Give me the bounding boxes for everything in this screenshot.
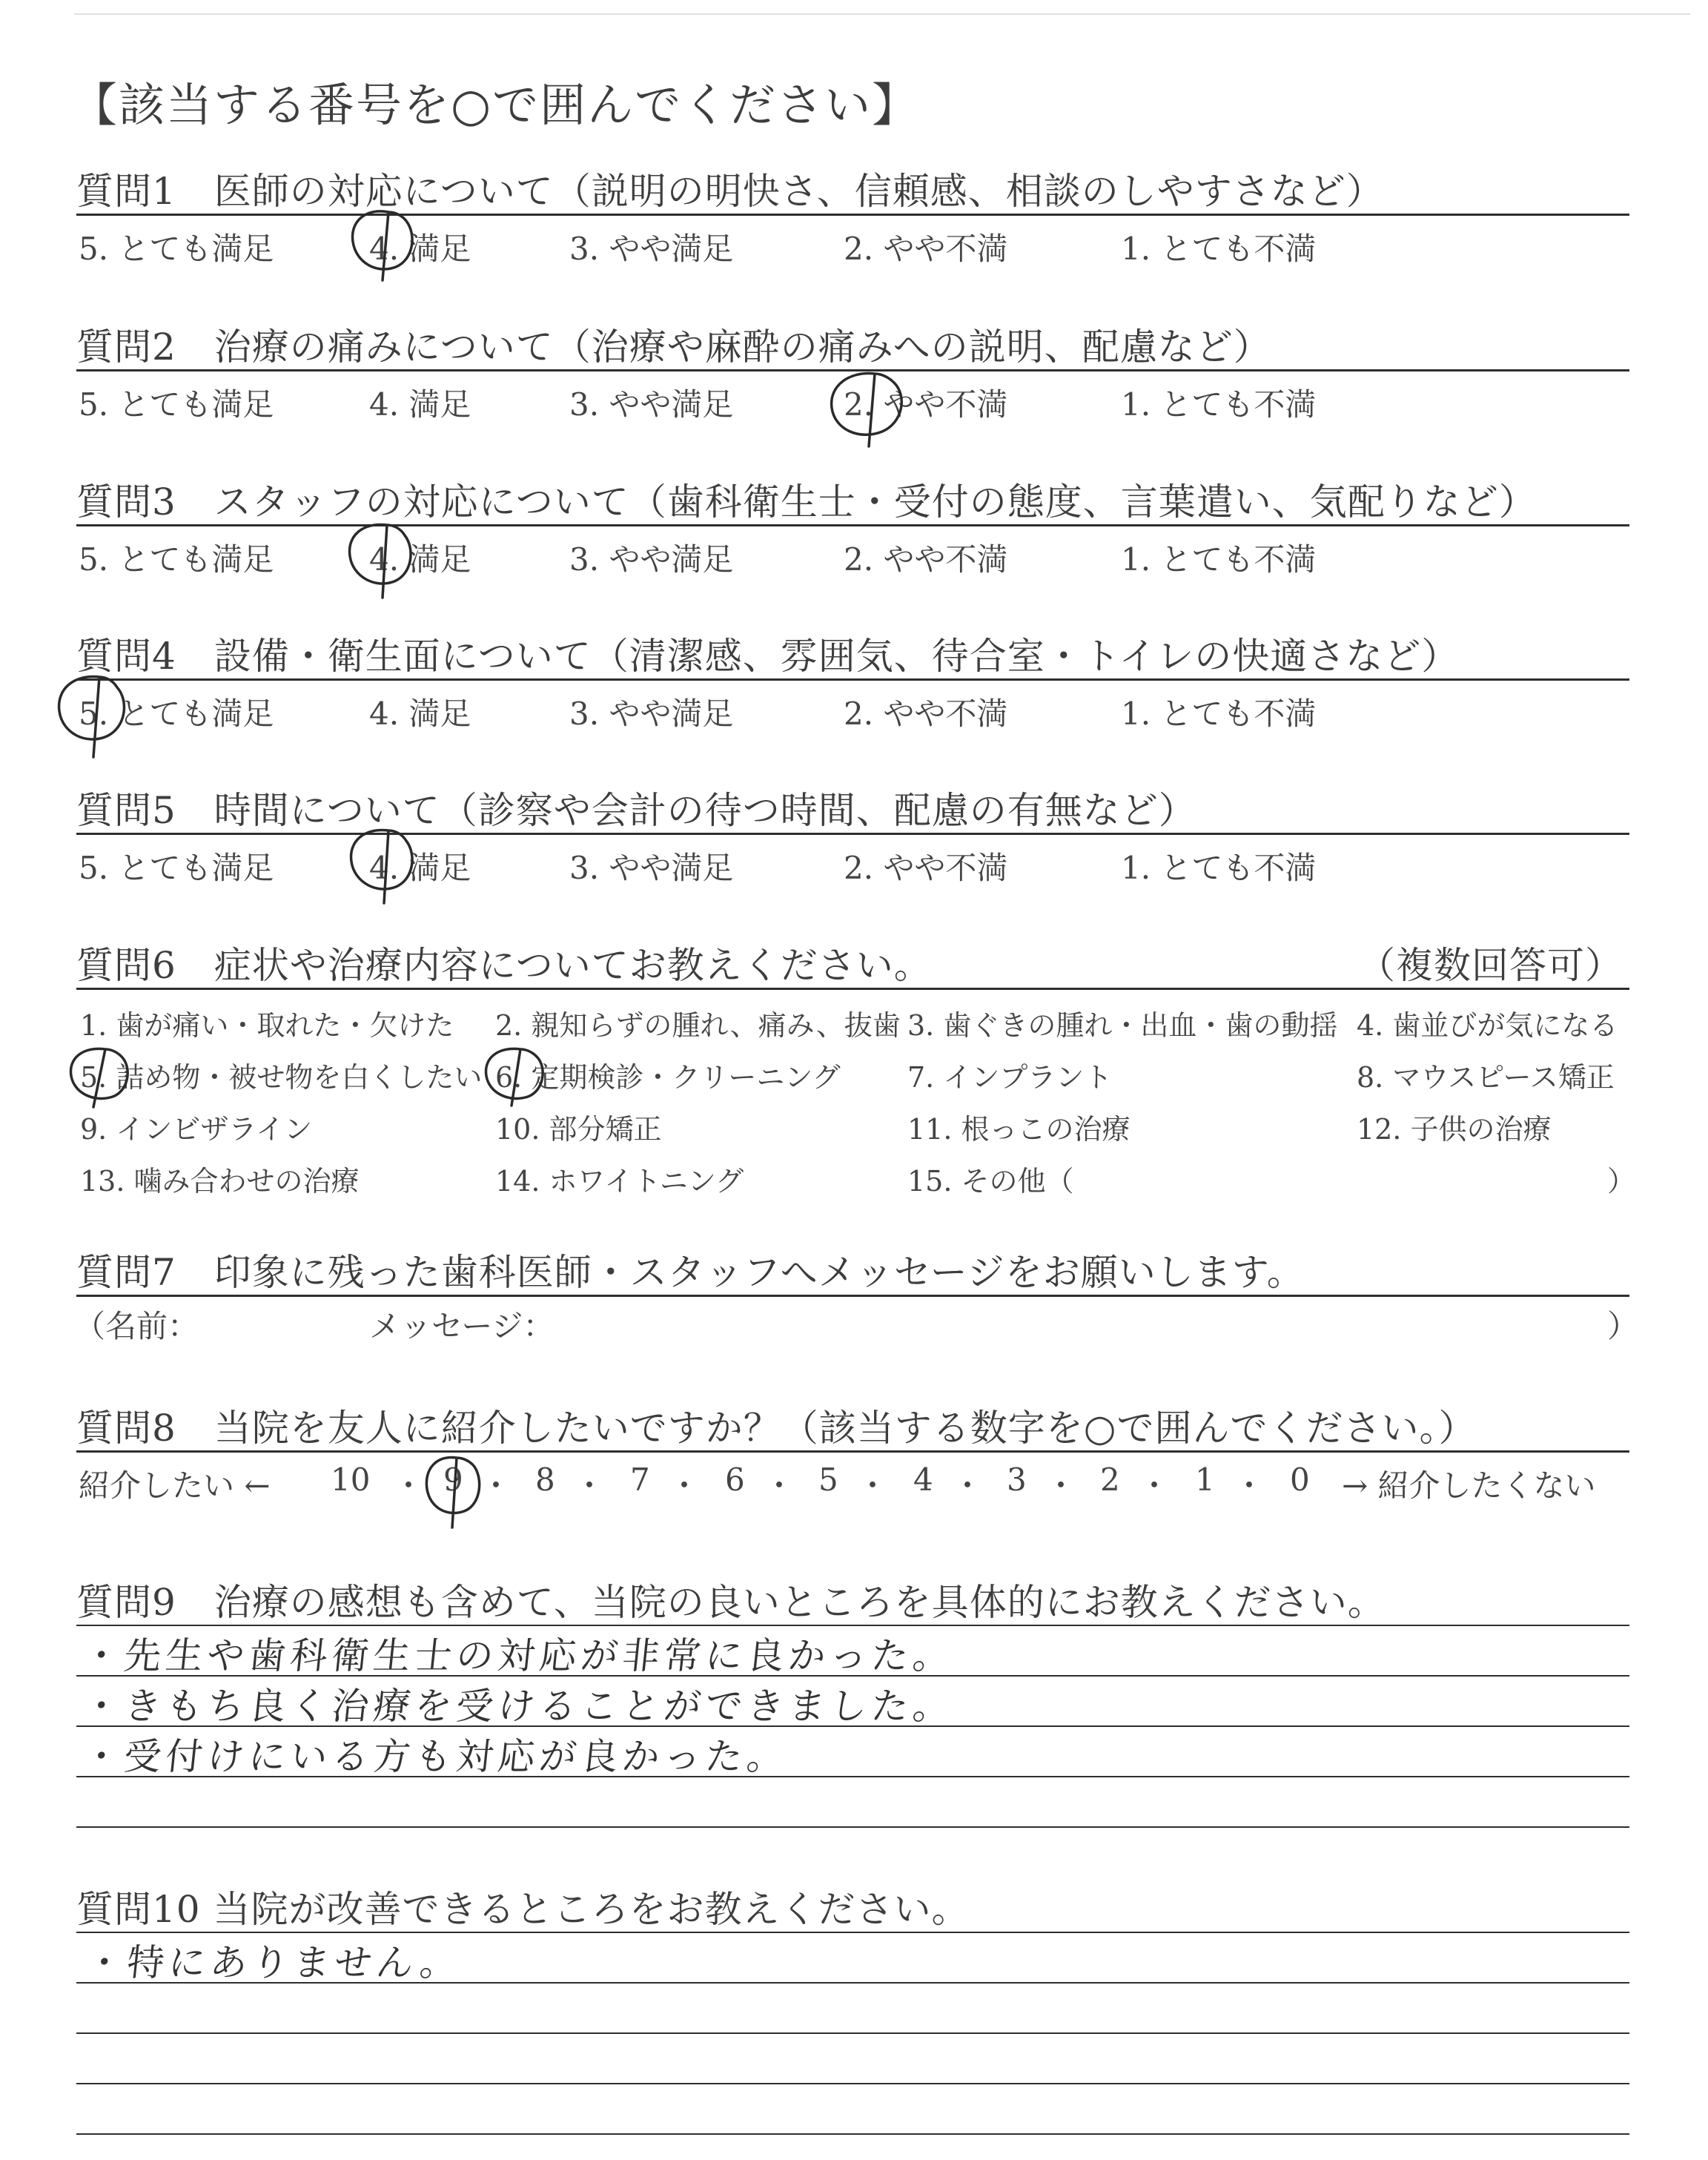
q2-option-4[interactable]: 4. 満足 xyxy=(369,386,471,423)
q8-score-5[interactable]: 5 xyxy=(818,1462,838,1498)
q8-score-9[interactable]: 9 xyxy=(443,1462,463,1498)
q8-sep: ・ xyxy=(574,1467,606,1504)
q8-hand-circle xyxy=(421,1450,488,1536)
q6-item5-hand-circle xyxy=(64,1042,138,1112)
q4-option-3[interactable]: 3. やや満足 xyxy=(569,696,734,732)
q6-item-12[interactable]: 12. 子供の治療 xyxy=(1357,1113,1552,1146)
q6-item-11[interactable]: 11. 根っこの治療 xyxy=(907,1113,1131,1146)
q8-score-1[interactable]: 1 xyxy=(1195,1462,1215,1498)
q1-hand-circle xyxy=(345,206,420,288)
q5-option-4[interactable]: 4. 満足 xyxy=(369,850,471,886)
q8-left-label: 紹介したい ← xyxy=(79,1467,271,1504)
q7-rule xyxy=(76,1295,1629,1297)
q6-item-2[interactable]: 2. 親知らずの腫れ、痛み、抜歯 xyxy=(495,1009,901,1042)
q7-close-paren: ） xyxy=(1607,1308,1639,1344)
q8-sep: ・ xyxy=(1234,1467,1265,1504)
q8-score-2[interactable]: 2 xyxy=(1100,1462,1120,1498)
q3-hand-circle xyxy=(342,519,417,604)
q3-title: 質問3 スタッフの対応について（歯科衛生士・受付の態度、言葉遣い、気配りなど） xyxy=(76,480,1537,524)
q8-score-8[interactable]: 8 xyxy=(535,1462,555,1498)
q8-sep: ・ xyxy=(669,1467,701,1504)
q1-option-3[interactable]: 3. やや満足 xyxy=(569,231,734,267)
q6-item-6[interactable]: 6. 定期検診・クリーニング xyxy=(495,1061,841,1094)
q5-title: 質問5 時間について（診察や会計の待つ時間、配慮の有無など） xyxy=(76,789,1196,832)
form-header: 【該当する番号を○で囲んでください】 xyxy=(71,78,920,132)
q8-sep: ・ xyxy=(1139,1467,1171,1504)
q8-sep: ・ xyxy=(764,1467,795,1504)
q1-option-4[interactable]: 4. 満足 xyxy=(369,231,471,267)
q1-option-5[interactable]: 5. とても満足 xyxy=(79,231,274,267)
q8-score-7[interactable]: 7 xyxy=(630,1462,650,1498)
q4-option-5[interactable]: 5. とても満足 xyxy=(79,696,274,732)
q4-option-4[interactable]: 4. 満足 xyxy=(369,696,471,732)
q4-hand-circle xyxy=(52,671,133,764)
q2-title: 質問2 治療の痛みについて（治療や麻酔の痛みへの説明、配慮など） xyxy=(76,326,1271,369)
q5-option-5[interactable]: 5. とても満足 xyxy=(79,850,274,886)
q8-score-10[interactable]: 10 xyxy=(331,1462,371,1498)
q6-note: （複数回答可） xyxy=(1358,944,1623,987)
q5-option-3[interactable]: 3. やや満足 xyxy=(569,850,734,886)
q9-answer-2: ・きもち良く治療を受けることができました。 xyxy=(80,1685,957,1728)
q5-option-2[interactable]: 2. やや不満 xyxy=(844,850,1008,886)
q7-message-label: メッセージ： xyxy=(369,1308,555,1344)
q2-option-5[interactable]: 5. とても満足 xyxy=(79,386,274,423)
q4-option-2[interactable]: 2. やや不満 xyxy=(844,696,1008,732)
q2-option-1[interactable]: 1. とても不満 xyxy=(1121,386,1317,423)
q6-item-10[interactable]: 10. 部分矯正 xyxy=(495,1113,662,1146)
q6-item6-hand-circle xyxy=(479,1042,553,1112)
q7-title: 質問7 印象に残った歯科医師・スタッフへメッセージをお願いします。 xyxy=(76,1251,1305,1294)
q7-name-label: （名前： xyxy=(74,1308,199,1344)
q10-title: 質問10 当院が改善できるところをお教えください。 xyxy=(76,1888,970,1931)
q1-option-2[interactable]: 2. やや不満 xyxy=(844,231,1008,267)
q5-option-1[interactable]: 1. とても不満 xyxy=(1121,850,1317,886)
q10-line-4 xyxy=(76,2083,1629,2084)
q2-hand-circle xyxy=(823,369,912,451)
q5-rule xyxy=(76,833,1629,835)
q9-answer-1: ・先生や歯科衛生士の対応が非常に良かった。 xyxy=(80,1634,957,1677)
q1-title: 質問1 医師の対応について（説明の明快さ、信頼感、相談のしやすさなど） xyxy=(76,170,1384,213)
q4-title: 質問4 設備・衛生面について（清潔感、雰囲気、待合室・トイレの快適さなど） xyxy=(76,635,1460,678)
q8-sep: ・ xyxy=(857,1467,889,1504)
q5-hand-circle xyxy=(344,825,418,910)
q3-rule xyxy=(76,524,1629,526)
q3-option-1[interactable]: 1. とても不満 xyxy=(1121,541,1317,578)
q3-option-4[interactable]: 4. 満足 xyxy=(369,541,471,578)
q6-item-3[interactable]: 3. 歯ぐきの腫れ・出血・歯の動揺 xyxy=(907,1009,1338,1042)
q4-rule xyxy=(76,678,1629,681)
q6-item-9[interactable]: 9. インビザライン xyxy=(80,1113,313,1146)
q3-option-2[interactable]: 2. やや不満 xyxy=(844,541,1008,578)
q6-title: 質問6 症状や治療内容についてお教えください。 xyxy=(76,944,932,987)
q1-option-1[interactable]: 1. とても不満 xyxy=(1121,231,1317,267)
q8-sep: ・ xyxy=(393,1467,425,1504)
q9-title: 質問9 治療の感想も含めて、当院の良いところを具体的にお教えください。 xyxy=(76,1581,1386,1624)
scan-top-edge xyxy=(74,13,1690,15)
q6-item-5[interactable]: 5. 詰め物・被せ物を白くしたい xyxy=(80,1061,483,1094)
q6-other-close: ） xyxy=(1607,1165,1636,1198)
q1-rule xyxy=(76,214,1629,216)
q6-item-8[interactable]: 8. マウスピース矯正 xyxy=(1357,1061,1615,1094)
q10-answer-1: ・特にありません。 xyxy=(83,1941,464,1984)
q10-line-3 xyxy=(76,2032,1629,2034)
q6-rule xyxy=(76,988,1629,990)
q9-line-5 xyxy=(76,1826,1629,1828)
q2-option-3[interactable]: 3. やや満足 xyxy=(569,386,734,423)
q6-item-13[interactable]: 13. 噛み合わせの治療 xyxy=(80,1165,360,1198)
q8-score-6[interactable]: 6 xyxy=(725,1462,745,1498)
q8-rule xyxy=(76,1450,1629,1453)
q8-score-3[interactable]: 3 xyxy=(1007,1462,1027,1498)
q6-item-14[interactable]: 14. ホワイトニング xyxy=(495,1165,744,1198)
q3-option-5[interactable]: 5. とても満足 xyxy=(79,541,274,578)
q6-item-7[interactable]: 7. インプラント xyxy=(907,1061,1113,1094)
q6-item-15[interactable]: 15. その他（ xyxy=(907,1165,1074,1198)
q8-title: 質問8 当院を友人に紹介したいですか？（該当する数字を○で囲んでください。） xyxy=(76,1407,1477,1450)
q2-option-2[interactable]: 2. やや不満 xyxy=(844,386,1008,423)
q8-sep: ・ xyxy=(952,1467,984,1504)
q8-score-4[interactable]: 4 xyxy=(913,1462,933,1498)
q4-option-1[interactable]: 1. とても不満 xyxy=(1121,696,1317,732)
q3-option-3[interactable]: 3. やや満足 xyxy=(569,541,734,578)
q6-item-1[interactable]: 1. 歯が痛い・取れた・欠けた xyxy=(80,1009,454,1042)
q6-item-4[interactable]: 4. 歯並びが気になる xyxy=(1357,1009,1618,1042)
q8-score-0[interactable]: 0 xyxy=(1290,1462,1310,1498)
q10-line-5 xyxy=(76,2133,1629,2135)
q8-sep: ・ xyxy=(1045,1467,1077,1504)
q8-right-label: → 紹介したくない xyxy=(1342,1467,1596,1504)
q8-sep: ・ xyxy=(480,1467,512,1504)
q9-answer-3: ・受付けにいる方も対応が良かった。 xyxy=(80,1735,791,1778)
